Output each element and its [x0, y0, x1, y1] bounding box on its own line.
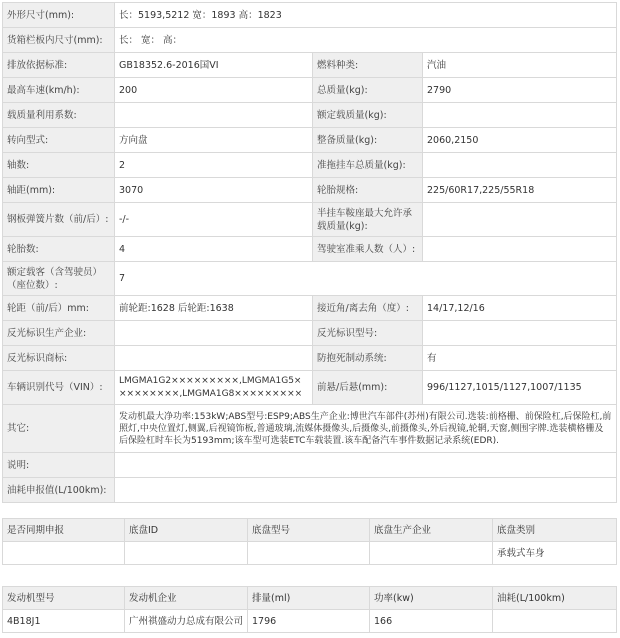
spec-label-tire-spec: 轮胎规格: [313, 178, 423, 203]
engine-table [2, 586, 617, 633]
spec-label-dims: 外形尺寸(mm): [3, 3, 115, 28]
spec-value-reflector-maker [115, 321, 313, 346]
spec-value-dims: 长：5193,5212 宽：1893 高：1823 [115, 3, 617, 28]
spec-value-saddle [423, 203, 617, 237]
spec-row [3, 153, 617, 178]
spec-label-cab-seats: 驾驶室准乘人数（人）: [313, 237, 423, 262]
spec-label-vin: 车辆识别代号（VIN）: [3, 371, 115, 405]
spec-value-load-util [115, 103, 313, 128]
spec-value-tires: 4 [115, 237, 313, 262]
spec-value-wheelbase: 3070 [115, 178, 313, 203]
spec-value-cargo: 长： 宽： 高： [115, 28, 617, 53]
engine-header-displacement: 排量(ml) [248, 587, 370, 610]
spec-row [3, 203, 617, 237]
spec-value-angles: 14/17,12/16 [423, 296, 617, 321]
spec-label-angles: 接近角/离去角（度）: [313, 296, 423, 321]
chassis-header-sync: 是否同期申报 [3, 519, 125, 542]
chassis-cell-sync [3, 542, 125, 565]
spec-label-reflector-brand: 反光标识商标: [3, 346, 115, 371]
spec-row [3, 237, 617, 262]
spec-label-speed: 最高车速(km/h): [3, 78, 115, 103]
spec-label-axles: 轴数: [3, 153, 115, 178]
spec-row [3, 262, 617, 296]
spec-value-emission: GB18352.6-2016国VI [115, 53, 313, 78]
engine-header-row [3, 587, 617, 610]
chassis-table [2, 518, 617, 565]
spec-label-fuel-report: 油耗申报值(L/100km): [3, 478, 115, 503]
spec-label-reflector-maker: 反光标识生产企业: [3, 321, 115, 346]
spec-row [3, 321, 617, 346]
chassis-header-model: 底盘型号 [248, 519, 370, 542]
spec-label-reflector-model: 反光标识型号: [313, 321, 423, 346]
engine-header-power: 功率(kw) [370, 587, 493, 610]
spec-value-tire-spec: 225/60R17,225/55R18 [423, 178, 617, 203]
spec-value-cab-seats [423, 237, 617, 262]
spec-value-track: 前轮距:1628 后轮距:1638 [115, 296, 313, 321]
spec-row [3, 346, 617, 371]
spec-value-notes [115, 453, 617, 478]
spec-label-trailer-mass: 准拖挂车总质量(kg): [313, 153, 423, 178]
spec-row [3, 128, 617, 153]
engine-header-maker: 发动机企业 [125, 587, 248, 610]
vehicle-spec-table [2, 2, 617, 503]
spec-row [3, 296, 617, 321]
spec-value-passengers: 7 [115, 262, 617, 296]
spec-row [3, 405, 617, 453]
chassis-cell-id [125, 542, 248, 565]
spec-value-fuel-report [115, 478, 617, 503]
spec-label-curb-mass: 整备质量(kg): [313, 128, 423, 153]
spec-value-abs: 有 [423, 346, 617, 371]
spec-label-leaf-spring: 钢板弹簧片数（前/后）: [3, 203, 115, 237]
spec-value-vin: LMGMA1G2×××××××××,LMGMA1G5×××××××××,LMGMA1G8××××××××× [115, 371, 313, 405]
spec-row [3, 53, 617, 78]
spec-label-cargo: 货箱栏板内尺寸(mm): [3, 28, 115, 53]
spec-label-passengers: 额定载客（含驾驶员）（座位数）: [3, 262, 115, 296]
spec-value-steering: 方向盘 [115, 128, 313, 153]
spec-label-other: 其它: [3, 405, 115, 453]
spec-value-reflector-model [423, 321, 617, 346]
engine-cell-power: 166 [370, 610, 493, 633]
spec-value-speed: 200 [115, 78, 313, 103]
engine-data-row [3, 610, 617, 633]
spec-row [3, 371, 617, 405]
spec-value-reflector-brand [115, 346, 313, 371]
chassis-header-maker: 底盘生产企业 [370, 519, 493, 542]
spec-value-fuel: 汽油 [423, 53, 617, 78]
chassis-header-id: 底盘ID [125, 519, 248, 542]
spec-label-total-mass: 总质量(kg): [313, 78, 423, 103]
engine-cell-fuel [493, 610, 617, 633]
spec-label-saddle: 半挂车鞍座最大允许承载质量(kg): [313, 203, 423, 237]
spec-value-curb-mass: 2060,2150 [423, 128, 617, 153]
spec-label-tires: 轮胎数: [3, 237, 115, 262]
spec-value-axles: 2 [115, 153, 313, 178]
engine-cell-model: 4B18J1 [3, 610, 125, 633]
spec-value-other: 发动机最大净功率:153kW;ABS型号:ESP9;ABS生产企业:博世汽车部件(苏州)有限公司.选装:前格栅、前保险杠,后保险杠,前照灯,中央位置灯,侧翼,后视镜饰板,普通玻璃,流媒体摄像头,后摄像头,前摄像头,外后视镜,轮辋,天窗,侧围字牌.选装横格栅及后保险杠时车长为5193mm;该车型可选装ETC车载装置.该车配备汽车事件数据记录系统(EDR). [115, 405, 617, 453]
spec-label-load-util: 载质量利用系数: [3, 103, 115, 128]
engine-cell-maker: 广州祺盛动力总成有限公司 [125, 610, 248, 633]
spec-value-trailer-mass [423, 153, 617, 178]
spec-label-track: 轮距（前/后）mm: [3, 296, 115, 321]
engine-cell-displacement: 1796 [248, 610, 370, 633]
spec-label-fuel: 燃料种类: [313, 53, 423, 78]
spec-label-abs: 防抱死制动系统: [313, 346, 423, 371]
spec-label-wheelbase: 轴距(mm): [3, 178, 115, 203]
chassis-header-type: 底盘类别 [493, 519, 617, 542]
spec-row [3, 178, 617, 203]
chassis-cell-model [248, 542, 370, 565]
spec-label-rated-load: 额定载质量(kg): [313, 103, 423, 128]
spec-value-overhang: 996/1127,1015/1127,1007/1135 [423, 371, 617, 405]
chassis-data-row [3, 542, 617, 565]
spec-value-leaf-spring: -/- [115, 203, 313, 237]
spec-row [3, 3, 617, 28]
spec-label-notes: 说明: [3, 453, 115, 478]
spec-row [3, 103, 617, 128]
spec-row [3, 78, 617, 103]
spec-value-total-mass: 2790 [423, 78, 617, 103]
spec-row [3, 28, 617, 53]
chassis-header-row [3, 519, 617, 542]
spec-label-emission: 排放依据标准: [3, 53, 115, 78]
engine-header-model: 发动机型号 [3, 587, 125, 610]
spec-row [3, 453, 617, 478]
chassis-cell-type: 承载式车身 [493, 542, 617, 565]
spec-label-overhang: 前悬/后悬(mm): [313, 371, 423, 405]
spec-row [3, 478, 617, 503]
engine-header-fuel: 油耗(L/100km) [493, 587, 617, 610]
spec-value-rated-load [423, 103, 617, 128]
spec-label-steering: 转向型式: [3, 128, 115, 153]
chassis-cell-maker [370, 542, 493, 565]
